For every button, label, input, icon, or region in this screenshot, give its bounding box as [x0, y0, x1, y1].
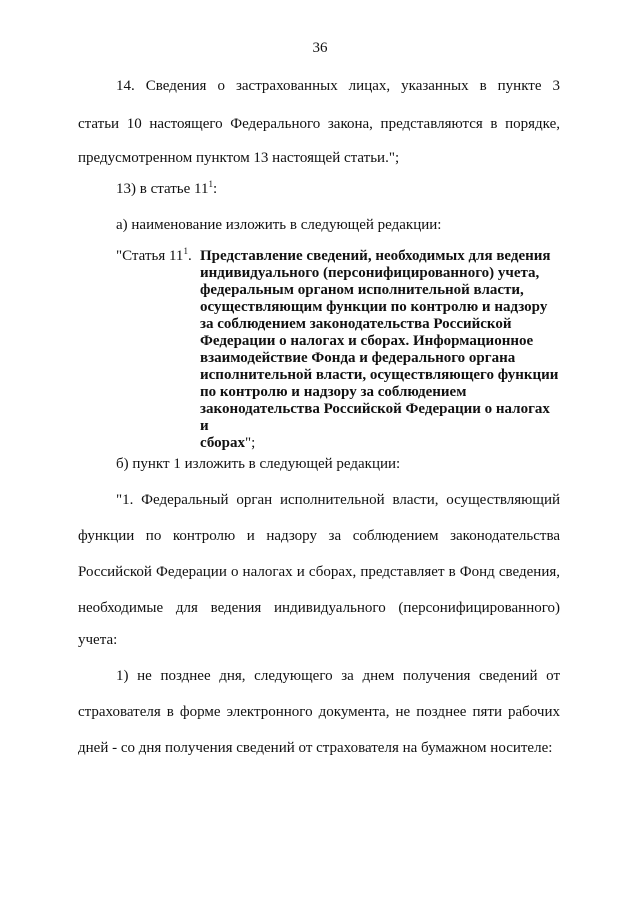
article-heading-superscript: 1 [183, 246, 188, 256]
article-heading-body [200, 248, 562, 452]
heading-line: взаимодействие Фонда и федерального органа [200, 350, 516, 366]
paragraph-1-line-4: необходимые для ведения индивидуального (персонифицированного) [78, 600, 560, 616]
page-number: 36 [312, 40, 328, 56]
heading-line: индивидуального (персонифицированного) учета, [200, 265, 540, 281]
heading-line: законодательства Российской Федерации о налогах и [200, 401, 550, 434]
heading-line: исполнительной власти, осуществляющего функции [200, 367, 559, 383]
paragraph-1-line-2: функции по контролю и надзору за соблюдением законодательства [78, 528, 560, 544]
heading-line: за соблюдением законодательства Российской [200, 316, 512, 332]
item-b: б) пункт 1 изложить в следующей редакции: [116, 456, 401, 472]
paragraph-14-line-1: 14. Сведения о застрахованных лицах, указанных в пункте 3 [116, 78, 560, 94]
item-13: 13) в статье $11^1$: [116, 179, 218, 197]
paragraph-1-line-5: учета: [78, 632, 118, 648]
item-a: а) наименование изложить в следующей редакции: [116, 217, 442, 233]
item-13-superscript: 1 [208, 179, 213, 189]
subitem-1-line-2: страхователя в форме электронного документа, не позднее пяти рабочих [78, 704, 560, 720]
heading-line: федеральным органом исполнительной власти, [200, 282, 524, 298]
subitem-1-line-3: дней - со дня получения сведений от страхователя на бумажном носителе: [78, 740, 553, 756]
paragraph-1-line-1: "1. Федеральный орган исполнительной власти, осуществляющий [116, 492, 560, 508]
heading-line: по контролю и надзору за соблюдением [200, 384, 467, 400]
paragraph-14-line-3: предусмотренном пунктом 13 настоящей статьи."; [78, 150, 400, 166]
subitem-1-line-1: 1) не позднее дня, следующего за днем получения сведений от [116, 668, 560, 684]
heading-line: осуществляющим функции по контролю и надзору [200, 299, 548, 315]
paragraph-1-line-3: Российской Федерации о налогах и сборах, представляет в Фонд сведения, [78, 564, 560, 580]
heading-line: Представление сведений, необходимых для ведения [200, 248, 551, 264]
heading-line-last: сборах"; [200, 435, 256, 451]
heading-line: Федерации о налогах и сборах. Информационное [200, 333, 534, 349]
article-heading-label: "Статья $11^1$. [116, 246, 192, 264]
paragraph-14-line-2: статьи 10 настоящего Федерального закона, представляются в порядке, [78, 116, 560, 132]
